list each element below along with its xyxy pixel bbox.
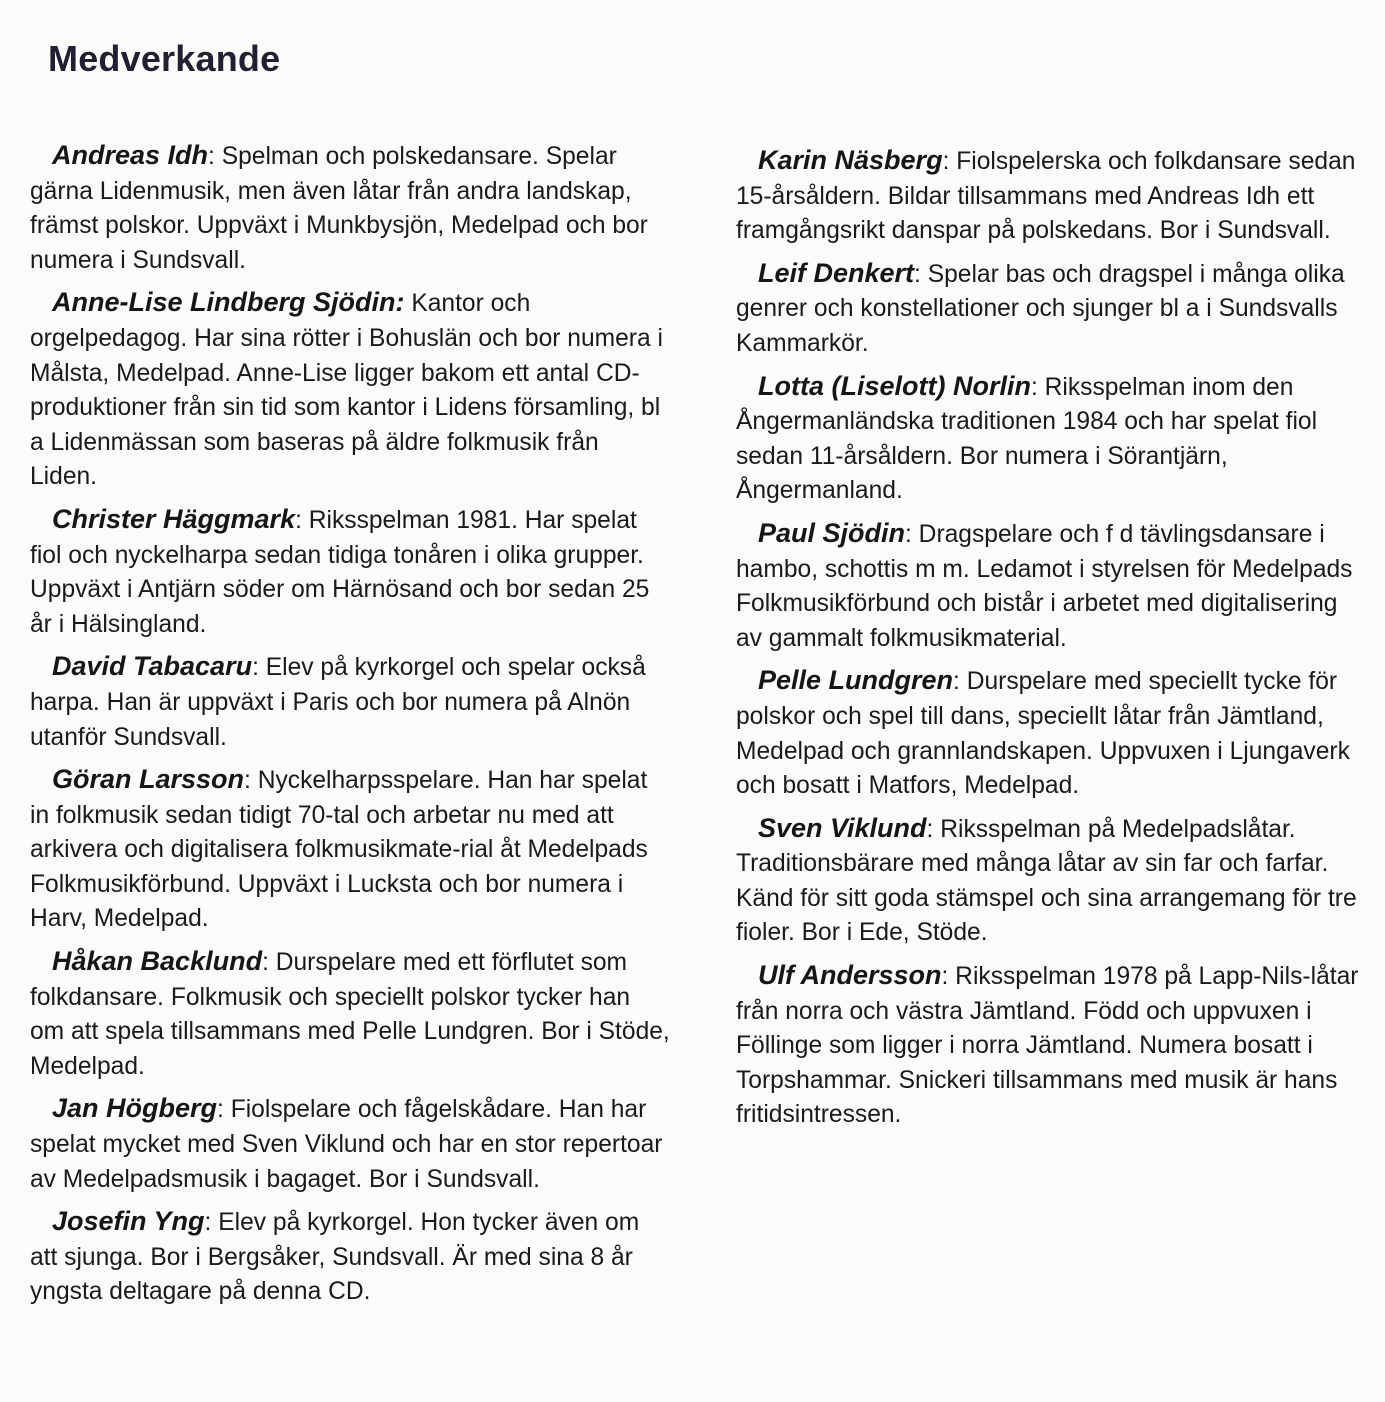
right-column: [736, 143, 1361, 1140]
page-title: Medverkande: [48, 38, 281, 79]
member-entry: [30, 502, 670, 642]
member-name: Anne-Lise Lindberg Sjödin:: [52, 287, 405, 318]
member-name: Pelle Lundgren: [758, 665, 954, 696]
member-name: Christer Häggmark: [52, 503, 296, 534]
member-bio: : Spelar bas och dragspel i många olika genrer och konstellationer och sjunger bl a i Sundsvalls Kammarkör.: [736, 260, 1345, 357]
member-entry: [30, 1204, 670, 1310]
member-entry: [30, 1091, 670, 1197]
member-entry: [30, 138, 670, 278]
member-bio: : Durspelare med ett förflutet som folkdansare. Folkmusik och speciellt polskor tycker han om att spela tillsammans med Pelle Lundgren. Bor i Stöde, Medelpad.: [30, 949, 670, 1080]
member-entry: [736, 369, 1361, 509]
member-bio: : Elev på kyrkorgel. Hon tycker även om att sjunga. Bor i Bergsåker, Sundsvall. Är med sina 8 år yngsta deltagare på denna CD.: [30, 1209, 640, 1306]
member-bio: : Spelman och polskedansare. Spelar gärna Lidenmusik, men även låtar från andra landskap, främst polskor. Uppväxt i Munkbysjön, Medelpad och bor numera i Sundsvall.: [30, 143, 648, 274]
member-bio: : Fiolspelare och fågelskådare. Han har spelat mycket med Sven Viklund och har en stor repertoar av Medelpadsmusik i bagaget. Bor i Sundsvall.: [30, 1096, 663, 1193]
member-bio: : Riksspelman 1981. Har spelat fiol och nyckelharpa sedan tidiga tonåren i olika grupper. Uppväxt i Antjärn söder om Härnösand och bor sedan 25 år i Hälsingland.: [30, 506, 650, 638]
member-bio: : Riksspelman inom den Ångermanländska traditionen 1984 och har spelat fiol sedan 11-årsåldern. Bor numera i Sörantjärn, Ångermanland.: [736, 373, 1318, 505]
member-entry: [30, 649, 670, 755]
member-name: Josefin Yng: [52, 1206, 205, 1237]
member-entry: [736, 256, 1361, 362]
member-name: Sven Viklund: [758, 812, 927, 843]
member-entry: [736, 811, 1361, 951]
member-entry: [30, 762, 670, 937]
member-name: David Tabacaru: [52, 651, 253, 682]
member-name: Ulf Andersson: [758, 960, 942, 991]
member-bio: : Dragspelare och f d tävlingsdansare i hambo, schottis m m. Ledamot i styrelsen för Medelpads Folkmusikförbund och bistår i arbetet med digitalisering av gammalt folkmusikmaterial.: [736, 520, 1353, 652]
member-entry: [30, 285, 670, 495]
member-name: Andreas Idh: [52, 140, 209, 170]
member-bio: : Fiolspelerska och folkdansare sedan 15-årsåldern. Bildar tillsammans med Andreas Idh ett framgångsrikt danspar på polskedans. Bor i Sundsvall.: [736, 148, 1356, 245]
member-name: Karin Näsberg: [758, 145, 943, 175]
member-entry: [736, 143, 1361, 249]
member-bio: : Riksspelman 1978 på Lapp-Nils-låtar från norra och västra Jämtland. Född och uppvuxen i Föllinge som ligger i norra Jämtland. Numera bosatt i Torpshammar. Snickeri tillsammans med musik är hans fritidsintressen.: [736, 963, 1359, 1129]
member-name: Leif Denkert: [758, 257, 915, 288]
member-name: Göran Larsson: [52, 764, 245, 795]
member-name: Lotta (Liselott) Norlin: [758, 370, 1031, 401]
member-bio: Kantor och orgelpedagog. Har sina rötter i Bohuslän och bor numera i Målsta, Medelpad. Anne-Lise ligger bakom ett antal CD-produktioner från sin tid som kantor i Lidens församling, bl a Lidenmässan som baseras på äldre folkmusik från Liden.: [30, 290, 663, 491]
member-entry: [736, 958, 1361, 1133]
member-name: Paul Sjödin: [758, 517, 906, 548]
member-entry: [736, 516, 1361, 656]
member-bio: : Riksspelman på Medelpadslåtar. Traditionsbärare med många låtar av sin far och farfar. Känd för sitt goda stämspel och sina arrangemang för tre fioler. Bor i Ede, Stöde.: [736, 815, 1357, 947]
member-name: Jan Högberg: [52, 1093, 218, 1124]
left-column: [30, 138, 670, 1317]
member-bio: : Elev på kyrkorgel och spelar också harpa. Han är uppväxt i Paris och bor numera på Alnön utanför Sundsvall.: [30, 654, 646, 751]
member-name: Håkan Backlund: [52, 946, 263, 977]
member-bio: : Durspelare med speciellt tycke för polskor och spel till dans, speciellt låtar från Jämtland, Medelpad och grannlandskapen. Uppvuxen i Ljungaverk och bosatt i Matfors, Medelpad.: [736, 668, 1350, 800]
member-entry: [30, 944, 670, 1084]
member-bio: : Nyckelharpsspelare. Han har spelat in folkmusik sedan tidigt 70-tal och arbetar nu med att arkivera och digitalisera folkmusikmate-rial åt Medelpads Folkmusikförbund. Uppväxt i Lucksta och bor numera i Harv, Medelpad.: [30, 767, 648, 933]
member-entry: [736, 663, 1361, 803]
